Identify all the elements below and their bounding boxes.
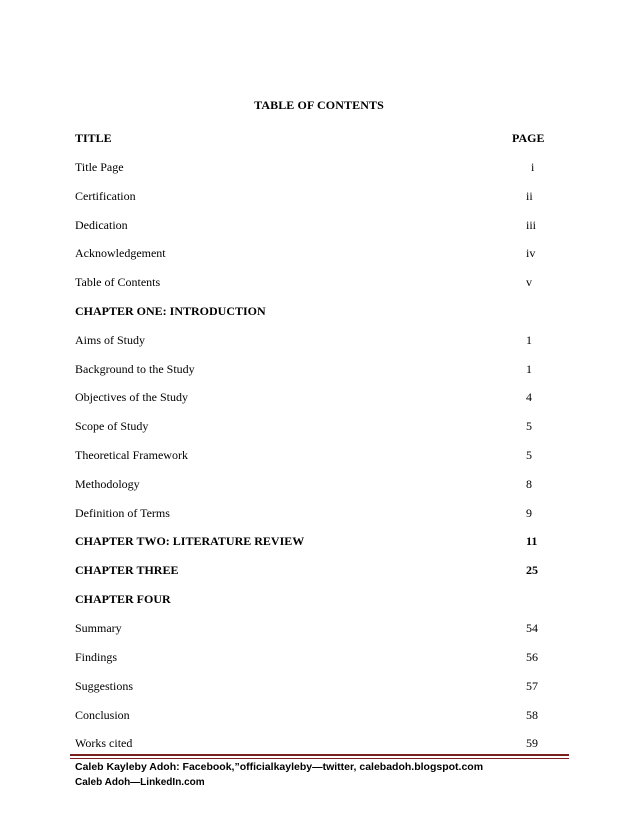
toc-entry-page: 5 [526,448,532,462]
toc-entry-page: 4 [526,390,532,404]
toc-entry-label: Theoretical Framework [75,448,188,462]
toc-entry-page: 8 [526,477,532,491]
toc-entry-label: Definition of Terms [75,506,170,520]
toc-entry [75,734,565,752]
toc-entry [75,244,565,262]
toc-entry-page: 5 [526,419,532,433]
toc-entry-page: 11 [526,534,538,548]
toc-entry-page: 1 [526,362,532,376]
toc-entry-label: Summary [75,621,122,635]
toc-entry-page: i [531,160,535,174]
toc-entry [75,273,565,291]
toc-entry-page: iv [526,246,536,260]
footer-linkedin-line: Caleb Adoh—LinkedIn.com [75,777,205,788]
toc-entry-page: ii [526,189,533,203]
toc-entry-page: 59 [526,736,538,750]
toc-chapter-heading [75,532,565,550]
toc-entry-label: Suggestions [75,679,134,693]
toc-column-header [75,129,565,147]
toc-entry-page: 25 [526,563,538,577]
toc-entry [75,360,565,378]
toc-entry-label: Conclusion [75,708,130,722]
toc-entry-page: 1 [526,333,532,347]
toc-entry-label: Scope of Study [75,419,149,433]
toc-entry-label: Acknowledgement [75,246,166,260]
toc-entry [75,331,565,349]
toc-entry-page: iii [526,218,537,232]
toc-entry-label: Methodology [75,477,140,491]
toc-entry-label: CHAPTER TWO: LITERATURE REVIEW [75,534,305,548]
toc-entry-label: Background to the Study [75,362,195,376]
toc-entry-page: 9 [526,506,532,520]
toc-chapter-heading [75,590,565,608]
toc-entry-label: CHAPTER THREE [75,563,179,577]
page-column-label: PAGE [512,131,545,145]
toc-chapter-heading [75,302,565,320]
toc-entry-label: Aims of Study [75,333,146,347]
toc-entry-label: CHAPTER FOUR [75,592,171,606]
toc-heading: TABLE OF CONTENTS [254,98,384,112]
toc-entry [75,216,565,234]
toc-entry-label: Objectives of the Study [75,390,188,404]
toc-entry-page: 57 [526,679,538,693]
toc-entry [75,677,565,695]
toc-entry-page: 54 [526,621,538,635]
toc-entry [75,706,565,724]
toc-entry [75,187,565,205]
toc-entry [75,158,565,176]
toc-entry-label: Certification [75,189,136,203]
toc-entry-page: v [526,275,532,289]
footer-credit-line: Caleb Kayleby Adoh: Facebook,”officialkayleby—twitter, calebadoh.blogspot.com [75,761,484,773]
toc-entry-page: 58 [526,708,538,722]
footer-rule-thin [70,758,569,759]
toc-entry [75,475,565,493]
toc-entry [75,417,565,435]
toc-entry-label: CHAPTER ONE: INTRODUCTION [75,304,266,318]
toc-entry [75,388,565,406]
toc-entry [75,446,565,464]
toc-entry-label: Works cited [75,736,133,750]
footer-rule-thick [70,754,569,756]
title-column-label: TITLE [75,131,112,145]
toc-entry-label: Dedication [75,218,128,232]
toc-entry-label: Table of Contents [75,275,161,289]
toc-entry [75,648,565,666]
toc-entry [75,619,565,637]
toc-entry [75,504,565,522]
toc-entry-label: Title Page [75,160,124,174]
toc-entry-label: Findings [75,650,118,664]
toc-chapter-heading [75,561,565,579]
toc-entry-page: 56 [526,650,538,664]
